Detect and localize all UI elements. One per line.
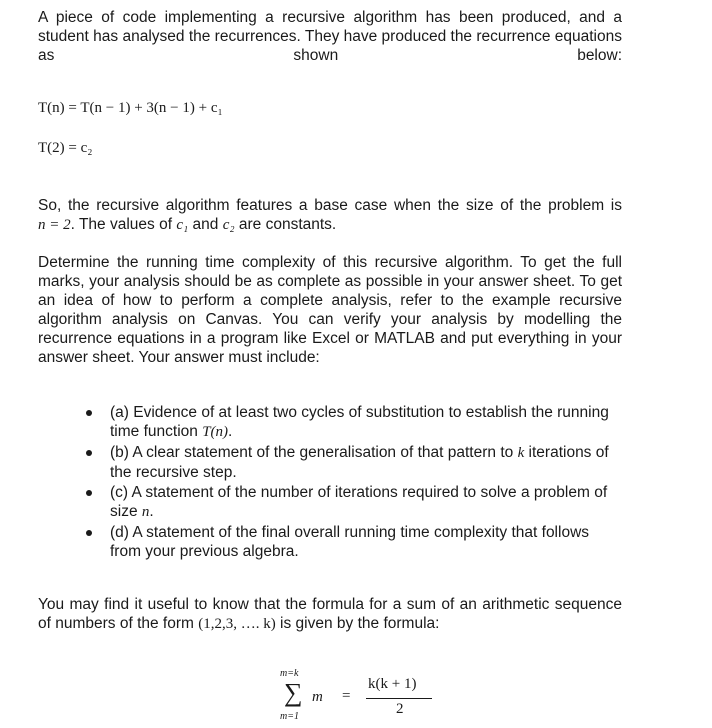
arithmetic-paragraph: [38, 595, 622, 634]
sum-term: m: [312, 689, 323, 705]
bullet-icon: [86, 530, 92, 536]
sum-lower-limit: m=1: [280, 711, 299, 722]
intro-paragraph: A piece of code implementing a recursive algorithm has been produced, and a student has analysed the recurrences. They have produced the recurrence equations as shown below:: [38, 9, 622, 64]
instructions-paragraph: Determine the running time complexity of this recursive algorithm. To get the full marks, your analysis should be as complete as possible in your answer sheet. To get an idea of how to perform a complete analysis, refer to the example recursive algorithm analysis on Canvas. You can verify your analysis by modelling the recurrence equations in a program like Excel or MATLAB and put everything in your answer sheet. Your answer must include:: [38, 254, 622, 366]
n-equals: n = 2: [38, 217, 71, 233]
bullet-icon: [86, 410, 92, 416]
item-math: T(n): [202, 424, 229, 440]
base-case-line: So, the recursive algorithm features a base case when the size of the problem is: [38, 197, 622, 214]
sequence-math: (1,2,3, …. k): [198, 616, 276, 632]
sum-upper-limit: m=k: [280, 668, 299, 679]
and-text: and: [188, 216, 223, 233]
item-text: (d) A statement of the final overall running time complexity that follows from your previous algebra.: [110, 524, 590, 560]
list-item: [86, 443, 622, 482]
item-math: k: [517, 445, 525, 461]
item-end: .: [228, 423, 233, 440]
item-end: .: [149, 503, 154, 520]
equals-sign: =: [342, 688, 351, 704]
base-case-equation: T(2) = c₂: [38, 140, 93, 156]
fraction-bar: [366, 698, 432, 699]
item-text: (b) A clear statement of the generalisation of that pattern to: [110, 444, 518, 461]
recurrence-equation: T(n) = T(n − 1) + 3(n − 1) + c₁: [38, 100, 223, 116]
list-item: [86, 523, 622, 562]
sigma-symbol: ∑: [284, 678, 303, 707]
arithmetic-end: is given by the formula:: [275, 615, 440, 632]
fraction-numerator: k(k + 1): [368, 676, 417, 692]
c2-symbol: c₂: [222, 217, 235, 233]
summation-formula: [280, 668, 440, 728]
values-text: . The values of: [70, 216, 177, 233]
list-item: [86, 403, 622, 442]
arithmetic-text: You may find it useful to know that the formula for a sum of an arithmetic sequence of numbers of the form: [38, 596, 622, 632]
fraction-denominator: 2: [396, 701, 404, 717]
item-text: (c) A statement of the number of iterations required to solve a problem of size: [110, 484, 608, 520]
constants-text: are constants.: [234, 216, 337, 233]
bullet-icon: [86, 490, 92, 496]
item-text: (a) Evidence of at least two cycles of substitution to establish the running time function: [110, 404, 609, 440]
bullet-icon: [86, 450, 92, 456]
c1-symbol: c₁: [176, 217, 189, 233]
base-case-paragraph: [38, 196, 622, 235]
requirements-list: [86, 403, 622, 563]
item-math: n: [141, 504, 150, 520]
list-item: [86, 483, 622, 522]
item-end: iterations of the recursive step.: [110, 444, 609, 481]
